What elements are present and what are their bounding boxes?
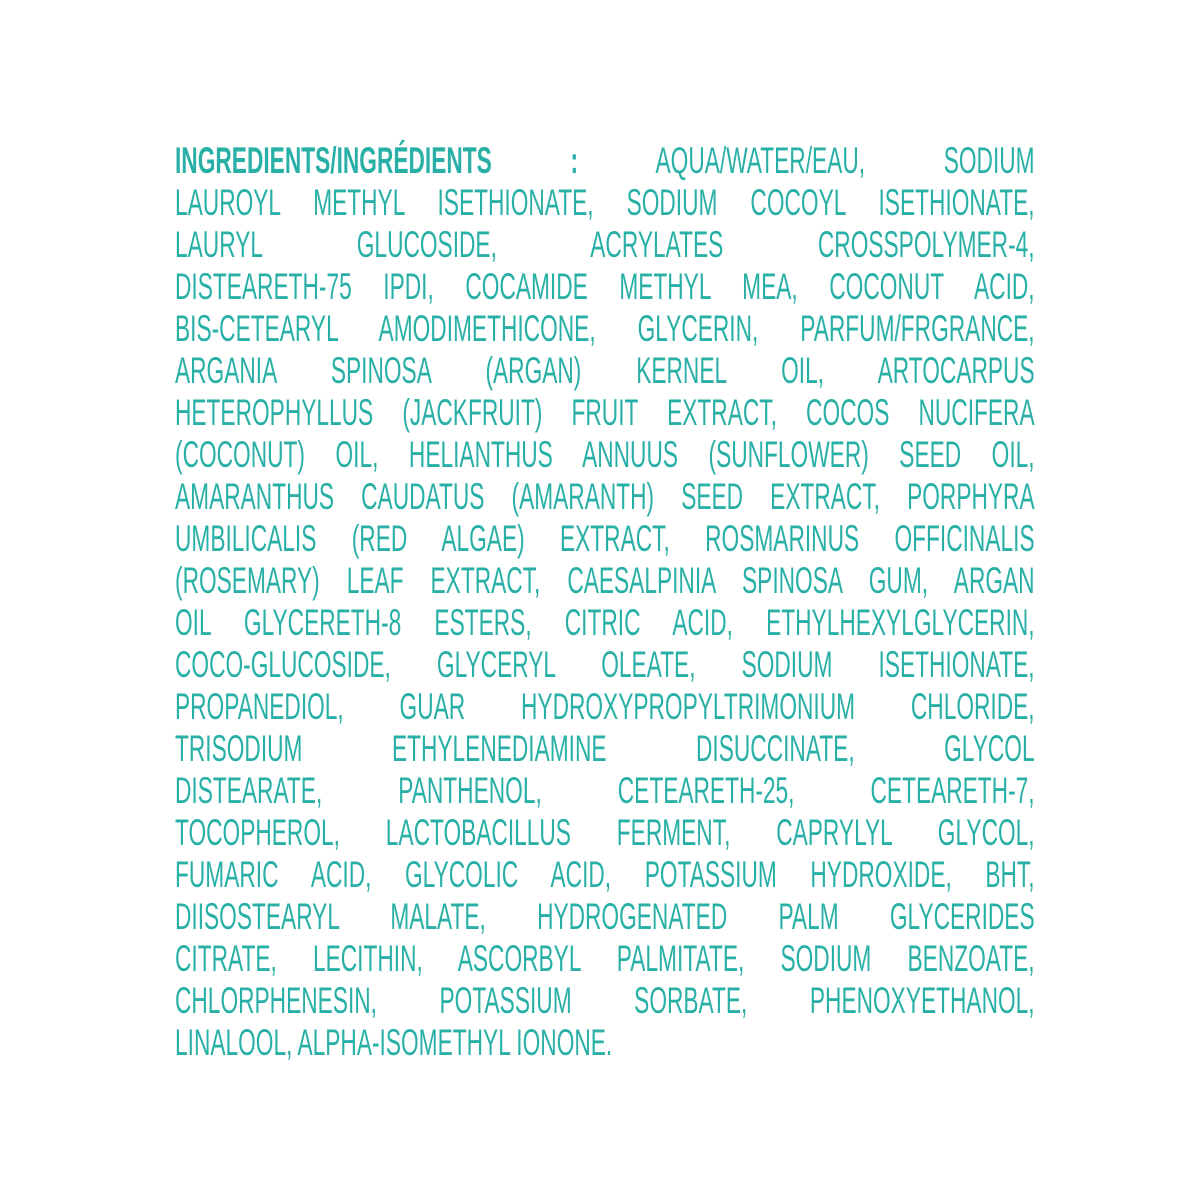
ingredient-line: LINALOOL, ALPHA-ISOMETHYL IONONE. (175, 1022, 613, 1063)
ingredients-first-line-text: AQUA/WATER/EAU, SODIUM (655, 140, 1035, 181)
ingredient-line: (ROSEMARY) LEAF EXTRACT, CAESALPINIA SPINOSA GUM, ARGAN (175, 560, 1035, 601)
ingredient-line: (COCONUT) OIL, HELIANTHUS ANNUUS (SUNFLOWER) SEED OIL, (175, 434, 1035, 475)
ingredients-heading: INGREDIENTS/INGRÉDIENTS (175, 140, 492, 181)
ingredient-line: DISTEARETH-75 IPDI, COCAMIDE METHYL MEA, COCONUT ACID, (175, 266, 1035, 307)
ingredient-line: LAUROYL METHYL ISETHIONATE, SODIUM COCOYL ISETHIONATE, (175, 182, 1035, 223)
ingredient-line: COCO-GLUCOSIDE, GLYCERYL OLEATE, SODIUM ISETHIONATE, (175, 644, 1035, 685)
ingredient-line: CHLORPHENESIN, POTASSIUM SORBATE, PHENOXYETHANOL, (175, 980, 1035, 1021)
ingredient-line: FUMARIC ACID, GLYCOLIC ACID, POTASSIUM HYDROXIDE, BHT, (175, 854, 1035, 895)
ingredients-heading-colon: : (570, 140, 579, 181)
ingredient-line: HETEROPHYLLUS (JACKFRUIT) FRUIT EXTRACT, COCOS NUCIFERA (175, 392, 1035, 433)
ingredient-line: TRISODIUM ETHYLENEDIAMINE DISUCCINATE, GLYCOL (175, 728, 1035, 769)
ingredient-line: DIISOSTEARYL MALATE, HYDROGENATED PALM GLYCERIDES (175, 896, 1035, 937)
ingredient-line: ARGANIA SPINOSA (ARGAN) KERNEL OIL, ARTOCARPUS (175, 350, 1035, 391)
ingredients-text-block (175, 140, 1035, 1064)
ingredient-line: OIL GLYCERETH-8 ESTERS, CITRIC ACID, ETHYLHEXYLGLYCERIN, (175, 602, 1035, 643)
ingredient-line: PROPANEDIOL, GUAR HYDROXYPROPYLTRIMONIUM CHLORIDE, (175, 686, 1035, 727)
ingredient-line: DISTEARATE, PANTHENOL, CETEARETH-25, CETEARETH-7, (175, 770, 1035, 811)
ingredient-line: LAURYL GLUCOSIDE, ACRYLATES CROSSPOLYMER-4, (175, 224, 1035, 265)
ingredients-first-line (175, 140, 1035, 182)
ingredient-lines (175, 182, 1035, 1064)
ingredient-line: BIS-CETEARYL AMODIMETHICONE, GLYCERIN, PARFUM/FRGRANCE, (175, 308, 1035, 349)
ingredient-line: CITRATE, LECITHIN, ASCORBYL PALMITATE, SODIUM BENZOATE, (175, 938, 1035, 979)
ingredient-line: AMARANTHUS CAUDATUS (AMARANTH) SEED EXTRACT, PORPHYRA (175, 476, 1035, 517)
ingredient-line: TOCOPHEROL, LACTOBACILLUS FERMENT, CAPRYLYL GLYCOL, (175, 812, 1035, 853)
ingredient-line: UMBILICALIS (RED ALGAE) EXTRACT, ROSMARINUS OFFICINALIS (175, 518, 1035, 559)
